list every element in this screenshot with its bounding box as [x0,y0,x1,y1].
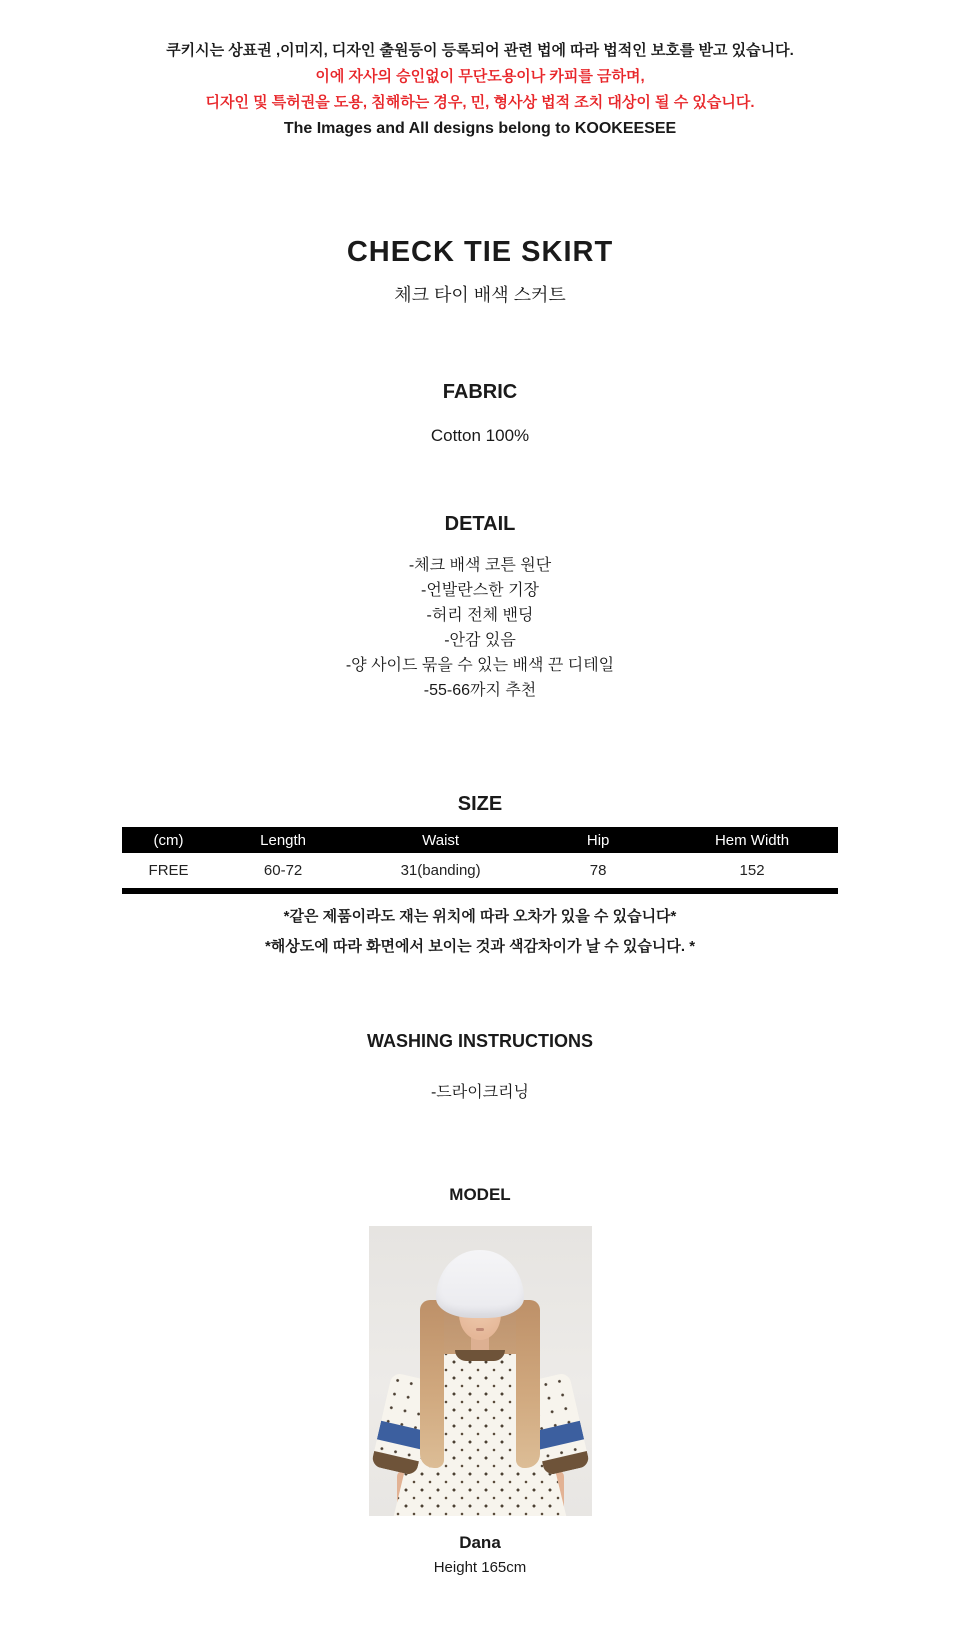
size-heading: SIZE [457,793,503,815]
sleeve-brown-cuff [370,1451,418,1476]
size-notes [0,902,960,962]
model-hair-front-left [420,1300,444,1468]
copyright-line-1: 쿠키시는 상표권 ,이미지, 디자인 출원등이 등록되어 관련 법에 따라 법적인 보호를 받고 있습니다. [166,42,794,59]
size-table [122,827,838,894]
model-name: Dana [459,1533,501,1552]
model-hair-front-right [516,1300,540,1468]
model-height: Height 165cm [433,1559,527,1576]
size-table-header-row [122,827,838,853]
size-table-header-unit: (cm) [122,827,215,853]
washing-instructions-heading: WASHING INSTRUCTIONS [366,1031,593,1051]
detail-item: -언발란스한 기장 [421,582,539,599]
fabric-value: Cotton 100% [430,426,530,445]
size-cell-length: 60-72 [263,862,303,879]
sleeve-blue-stripe [535,1421,584,1450]
detail-item: -양 사이드 묶을 수 있는 배색 끈 디테일 [345,657,615,674]
copyright-warning-line-1: 이에 자사의 승인없이 무단도용이나 카피를 금하며, [315,68,645,85]
size-table-header-waist: Waist [351,827,530,853]
copyright-warning-line-2: 디자인 및 특허권을 도용, 침해하는 경우, 민, 형사상 법적 조치 대상이 될 수 있습니다. [205,94,755,111]
detail-item: -체크 배색 코튼 원단 [408,557,552,574]
fabric-heading: FABRIC [442,381,518,403]
sleeve-blue-stripe [376,1421,425,1450]
size-cell-waist: 31(banding) [400,862,481,879]
model-mouth [476,1328,484,1331]
detail-item: -55-66까지 추천 [423,682,537,699]
detail-heading: DETAIL [444,513,516,535]
detail-item: -허리 전체 밴딩 [426,607,534,624]
size-table-header-hip: Hip [530,827,666,853]
washing-instructions-value: -드라이크리닝 [430,1084,530,1101]
sleeve-brown-cuff [541,1451,589,1476]
size-table-header-hem-width: Hem Width [666,827,838,853]
size-cell-hem-width: 152 [739,862,765,879]
size-note-color: *해상도에 따라 화면에서 보이는 것과 색감차이가 날 수 있습니다. * [264,938,696,955]
size-cell-hip: 78 [589,862,607,879]
size-table-row-free [122,853,838,891]
size-table-header-length: Length [215,827,351,853]
copyright-block [0,0,960,142]
detail-list [0,553,960,703]
model-heading: MODEL [449,1185,511,1204]
bucket-hat [436,1250,524,1318]
page-subtitle-korean: 체크 타이 배색 스커트 [394,285,566,305]
size-note-measurement: *같은 제품이라도 재는 위치에 따라 오차가 있을 수 있습니다* [283,908,677,925]
page-title: CHECK TIE SKIRT [346,236,614,268]
dress-collar [455,1350,505,1361]
detail-item: -안감 있음 [444,632,516,649]
copyright-line-english: The Images and All designs belong to KOOKEESEE [283,120,677,137]
model-photo [369,1226,592,1516]
size-cell-size-label: FREE [148,862,189,879]
